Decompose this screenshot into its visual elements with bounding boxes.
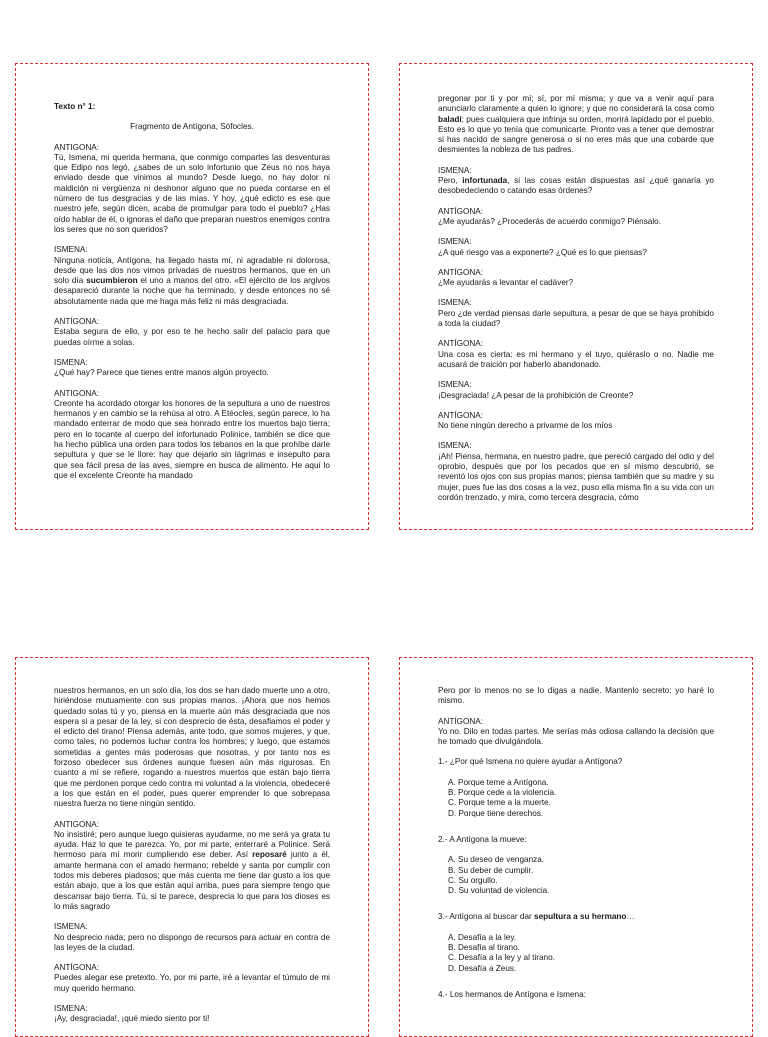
page-3-opening: nuestros hermanos, en un solo día, los dos se han dado muerte uno a otro, hiriéndose mutuamente con sus propias manos. ¡Ahora que nos hemos quedado solas tú y yo, piensa en la muerte aún más desgraciada que nos espera si a pesar de la ley, si con desprecio de ésta, desafiamos el poder y el edicto del tirano! Piensa además, ante todo, que somos mujeres, y que, como tales, no podemos luchar contra los hombres; y luego, que estamos sometidas a gentes más poderosas que nosotras, y por tanto nos es forzoso obedecer sus órdenes aunque fuesen aún más rigurosas. En cuanto a mí se refiere, rogando a nuestros muertos que están bajo tierra que me perdonen porque cedo contra mi voluntad a la violencia, obedeceré a los que están en el poder, pues querer emprender lo que sobrepasa nuestra fuerza no tiene ningún sentido.	[54, 686, 330, 809]
bold-word: reposaré	[252, 850, 287, 860]
dialogue-text: Tú, Ismena, mi querida hermana, que conmigo compartes las desventuras que Edipo nos legó, ¿sabes de un solo infortunio que Zeus no nos haya enviado desde que vinimos al mundo? Desde luego, no hay dolor ni maldición ni vergüenza ni deshonor alguno que no pueda contarse en el número de tus desgracias y de las mías. Y hoy, ¿qué edicto es ese que nuestro jefe, según dicen, acaba de promulgar para todo el pueblo? ¿Has oído hablar de él, o ignoras el daño que preparan nuestros enemigos contra los seres que no son queridos?	[54, 152, 330, 234]
question-text: 3.- Antígona al buscar dar	[438, 912, 535, 922]
speaker-label: ANTÍGONA:	[438, 206, 484, 216]
question-spacer	[438, 819, 714, 835]
dialogue-text: , si las cosas están dispuestas así ¿qué ganaría yo desobedeciendo o catando esas órdenes?	[438, 176, 714, 196]
page-4-opening: Pero por lo menos no se lo digas a nadie. Mantenlo secreto; yo haré lo mismo.	[438, 686, 714, 706]
answer-option[interactable]: B. Su deber de cumplir.	[448, 865, 534, 875]
dialogue-text: ¡Ah! Piensa, hermana, en nuestro padre, que pereció cargado del odio y del oprobio, después que por los pecados que en sí mismo descubrió, se reventó los ojos con sus propias manos; piensa también que su madre y su mujer, pues fue las dos cosas a la vez, puso ella misma fin a su vida con un cordón trenzado, y mira, como tercera desgracia, cómo	[438, 451, 714, 502]
answer-option[interactable]: A. Porque teme a Antígona.	[448, 777, 549, 787]
speaker-label: ANTÍGONA:	[54, 317, 100, 327]
text-title: Texto n° 1:	[54, 102, 96, 111]
dialogue-text: ¿Qué hay? Parece que tienes entre manos algún proyecto.	[54, 368, 269, 378]
speaker-label: ISMENA:	[438, 237, 472, 247]
question-text: 1.- ¿Por qué Ismena no quiere ayudar a Antígona?	[438, 757, 623, 767]
dialogue-block	[54, 358, 330, 379]
speaker-label: ANTÍGONA:	[438, 339, 484, 349]
dialogue-text: Puedes alegar ese pretexto. Yo, por mi parte, iré a levantar el túmulo de mi muy querido hermano.	[54, 973, 330, 993]
speaker-label: ANTÍGONA:	[54, 963, 100, 973]
speaker-label: ISMENA:	[54, 245, 88, 255]
speaker-label: ISMENA:	[438, 165, 472, 175]
speaker-label: ANTIGONA:	[54, 142, 100, 152]
question-3	[438, 912, 714, 922]
speaker-label: ANTÍGONA:	[438, 267, 484, 277]
document-page-4	[399, 657, 753, 1037]
answer-option[interactable]: C. Su orgullo.	[448, 875, 498, 885]
answer-option[interactable]: D. Porque tiene derechos.	[448, 808, 544, 818]
speaker-label: ISMENA:	[438, 380, 472, 390]
dialogue-block	[438, 298, 714, 329]
document-page-1	[15, 63, 369, 530]
answer-option[interactable]: B. Porque cede a la violencia.	[448, 788, 557, 798]
answer-options	[448, 778, 714, 819]
answer-options	[448, 855, 714, 896]
speaker-label: ANTÍGONA:	[438, 716, 484, 726]
dialogue-block	[438, 411, 714, 432]
dialogue-block	[438, 166, 714, 197]
speaker-label: ISMENA:	[54, 1004, 88, 1014]
question-text: 4.- Los hermanos de Antígona e Ismena:	[438, 989, 586, 999]
opening-text-continued: ; pues cualquiera que infrinja su orden, morirá lapidado por el pueblo. Esto es lo que yo tenía que comunicarte. Pronto vas a tener que demostrar si has nacido de sangre generosa o si no eres más que una cobarde que desmientes la nobleza de tus padres.	[438, 114, 714, 155]
dialogue-block	[438, 339, 714, 370]
question-text: 2.- A Antígona la mueve:	[438, 834, 527, 844]
dialogue-block	[438, 441, 714, 503]
dialogue-text: ¡Desgraciada! ¿A pesar de la prohibición de Creonte?	[438, 390, 634, 400]
dialogue-block	[54, 963, 330, 994]
dialogue-block	[54, 317, 330, 348]
answer-option[interactable]: D. Su voluntad de violencia.	[448, 886, 550, 896]
page-3-text	[54, 686, 330, 1035]
dialogue-text: No insistiré; pero aunque luego quisieras ayudarme, no me será ya grata tu ayuda. Haz lo que te parezca. Yo, por mi parte, enterraré a Polinice. Será hermoso para mí morir cumpliendo ese deber. Así	[54, 829, 330, 860]
page-1-text	[54, 102, 330, 491]
dialogue-block	[54, 389, 330, 482]
question-1	[438, 757, 714, 767]
text-subtitle: Fragmento de Antígona, Sófocles.	[130, 122, 254, 132]
dialogue-text: No desprecio nada; pero no dispongo de recursos para actuar en contra de las leyes de la ciudad.	[54, 932, 330, 952]
opening-text: pregonar por ti y por mí; sí, por mí misma; y que va a venir aquí para anunciarlo claramente a quien lo ignore; y que no considerará la cosa como	[438, 94, 714, 114]
speaker-label: ISMENA:	[438, 298, 472, 308]
dialogue-text: Ninguna noticia, Antígona, ha llegado hasta mí, ni agradable ni dolorosa, desde que las dos nos vimos privadas de nuestros hermanos, que en un solo día	[54, 255, 330, 286]
answer-option[interactable]: C. Porque teme a la muerte.	[448, 798, 551, 808]
dialogue-text: Estaba segura de ello, y por eso te he hecho salir del palacio para que puedas oírme a solas.	[54, 327, 330, 347]
dialogue-text: No tiene ningún derecho a privarme de los míos	[438, 421, 613, 431]
document-page-2	[399, 63, 753, 530]
dialogue-block	[438, 380, 714, 401]
speaker-label: ISMENA:	[54, 357, 88, 367]
dialogue-block	[438, 207, 714, 228]
page-4-text	[438, 686, 714, 1010]
question-2	[438, 835, 714, 845]
speaker-label: ANTIGONA:	[54, 388, 100, 398]
dialogue-text: Pero ¿de verdad piensas darle sepultura, a pesar de que se haya prohibido a toda la ciudad?	[438, 308, 714, 329]
answer-option[interactable]: C. Desafía a la ley y al tirano.	[448, 953, 555, 963]
answer-options	[448, 933, 714, 974]
dialogue-text: Una cosa es cierta: es mi hermano y el tuyo, quiéraslo o no. Nadie me acusará de traición por haberlo abandonado.	[438, 349, 714, 369]
speaker-label: ISMENA:	[438, 441, 472, 451]
answer-option[interactable]: B. Desafía al tirano.	[448, 943, 520, 953]
question-text: …	[626, 912, 635, 922]
dialogue-block	[54, 820, 330, 913]
dialogue-text: ¿A qué riesgo vas a exponerte? ¿Qué es lo que piensas?	[438, 247, 647, 257]
dialogue-block	[54, 245, 330, 307]
answer-option[interactable]: D. Desafía a Zeus.	[448, 963, 517, 973]
question-4	[438, 990, 714, 1000]
dialogue-block	[54, 922, 330, 953]
dialogue-block	[438, 268, 714, 289]
page-2-text	[438, 94, 714, 513]
page-2-opening	[438, 94, 714, 156]
dialogue-text: ¡Ay, desgraciada!, ¡qué miedo siento por ti!	[54, 1014, 210, 1024]
question-spacer	[438, 974, 714, 990]
speaker-label: ANTÍGONA:	[438, 410, 484, 420]
dialogue-text: el uno a manos del otro. «El ejército de los argivos desapareció durante la noche que ha terminado, y desde entonces no sé absolutamente nada que me haga más feliz ni más desgraciada.	[54, 276, 331, 306]
answer-option[interactable]: A. Desafía a la ley.	[448, 932, 517, 942]
dialogue-block	[438, 717, 714, 748]
dialogue-text: ¿Me ayudarás? ¿Procederás de acuerdo conmigo? Piénsalo.	[438, 216, 662, 226]
document-page-3	[15, 657, 369, 1037]
dialogue-text: Pero,	[438, 176, 463, 186]
dialogue-text: junto a él, amante hermana con el amado hermano; rebelde y santa por cumplir con todos mis deberes piadosos; que más cuenta me tiene dar gusto a los que están abajo, que a los que están aquí arriba, pues para siempre tengo que descansar bajo tierra. Tú, si te parece, desprecia lo que para los dioses es lo más sagrado	[54, 850, 330, 911]
bold-word: baladí	[438, 114, 462, 124]
dialogue-text: ¿Me ayudarás a levantar el cadáver?	[438, 278, 574, 288]
answer-option[interactable]: A. Su deseo de venganza.	[448, 855, 545, 865]
dialogue-text: Creonte ha acordado otorgar los honores de la sepultura a uno de nuestros hermanos y en cambio se la rehúsa al otro. A Etéocles, según parece, lo ha mandado enterrar de modo que sea honrado entre los muertos bajo tierra; pero en lo tocante al cuerpo del infortunado Polinice, también se dice que ha hecho pública una orden para todos los tebanos en la que prohíbe darle sepultura y que se le llore: hay que dejarlo sin lágrimas e insepulto para que sea fácil presa de las aves, siempre en busca de alimento. He aquí lo que el excelente Creonte ha mandado	[54, 398, 330, 480]
bold-word: sucumbieron	[86, 276, 138, 286]
bold-word: infortunada	[462, 176, 508, 186]
dialogue-text: Yo no. Dilo en todas partes. Me serías más odiosa callando la decisión que he tomado que divulgándola.	[438, 726, 714, 747]
speaker-label: ANTIGONA:	[54, 819, 100, 829]
question-spacer	[438, 896, 714, 912]
bold-phrase: sepultura a su hermano	[534, 912, 627, 922]
dialogue-block	[54, 143, 330, 236]
dialogue-block	[438, 237, 714, 258]
dialogue-block	[54, 1004, 330, 1025]
speaker-label: ISMENA:	[54, 922, 88, 932]
